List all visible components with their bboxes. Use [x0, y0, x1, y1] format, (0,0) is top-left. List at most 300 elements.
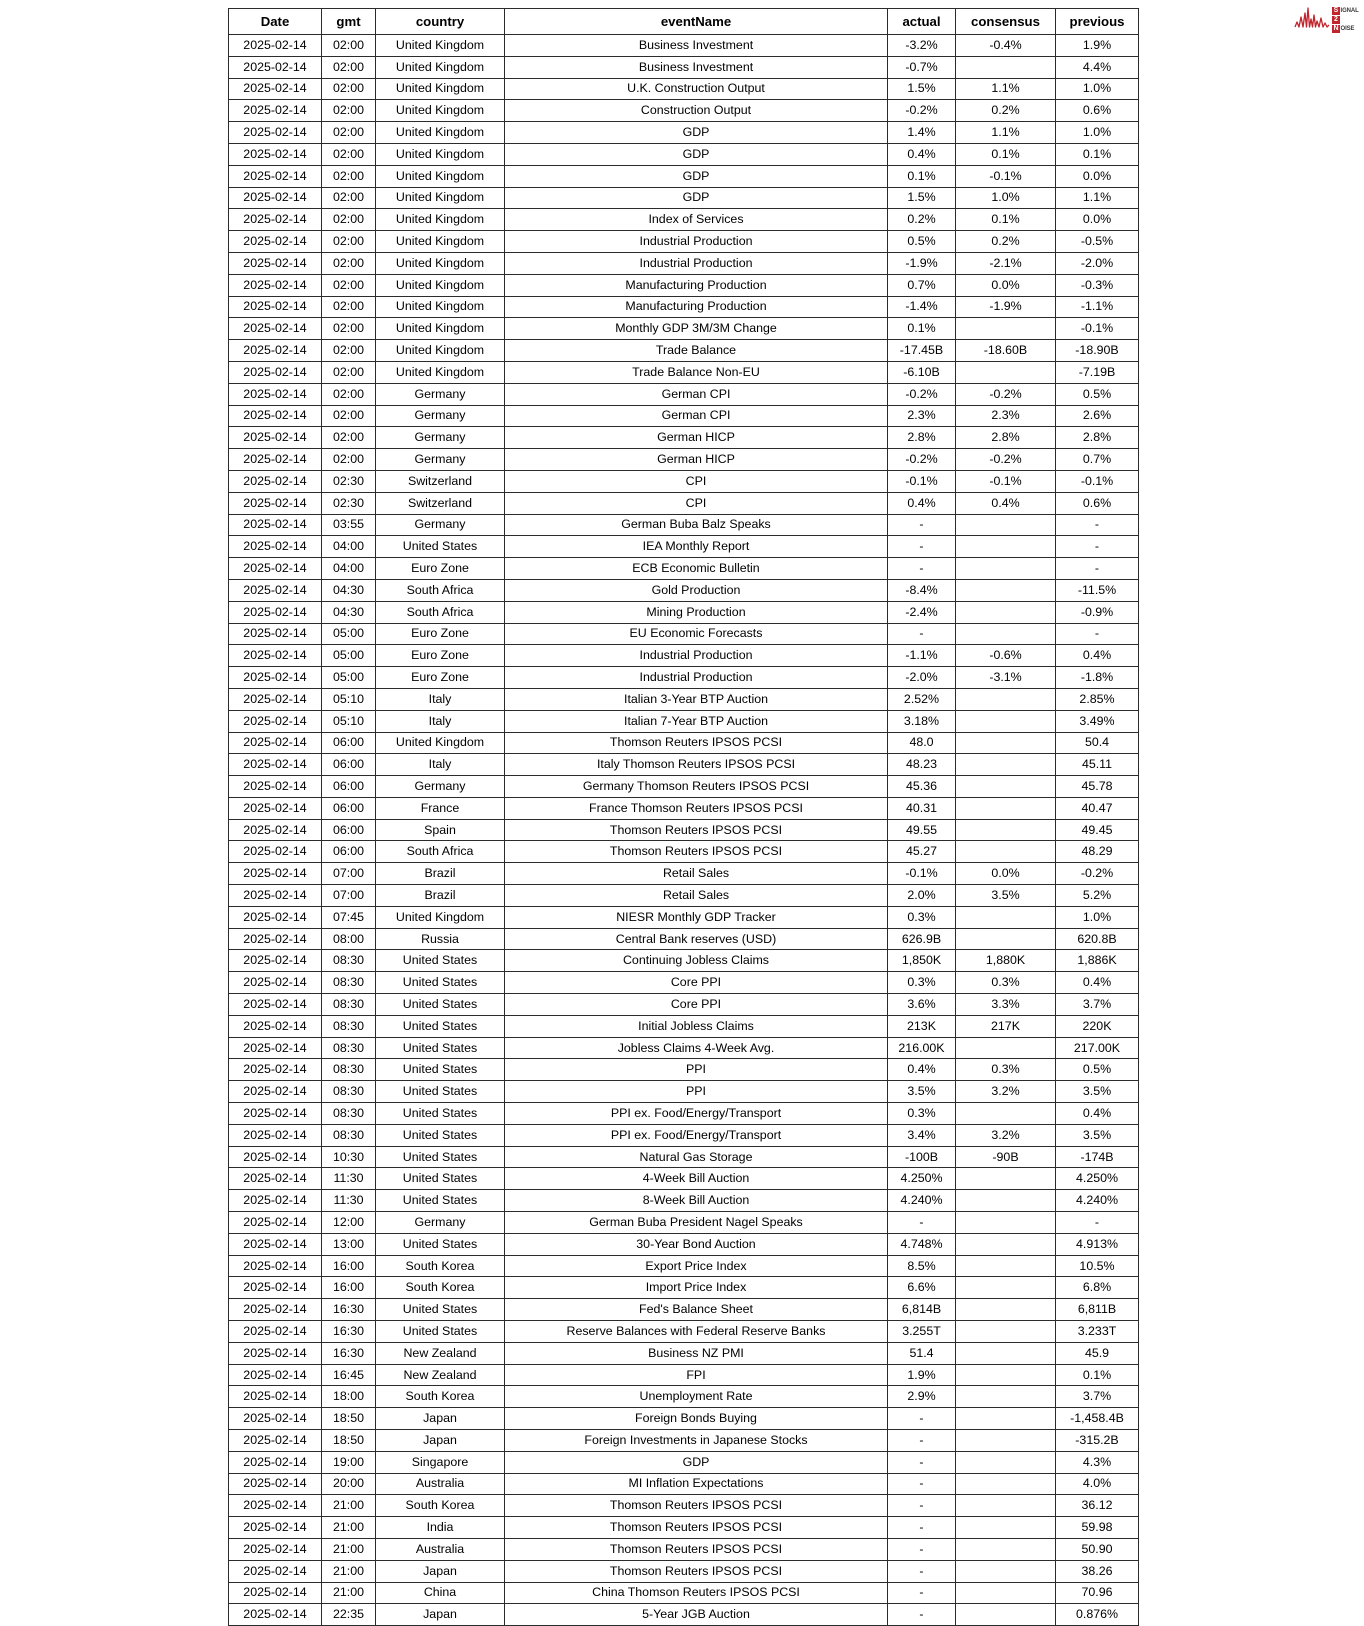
- cell-actual: 3.255T: [888, 1321, 956, 1343]
- cell-date: 2025-02-14: [229, 994, 322, 1016]
- cell-event-name: 4-Week Bill Auction: [505, 1168, 888, 1190]
- cell-actual: 51.4: [888, 1342, 956, 1364]
- table-row[interactable]: [229, 994, 1139, 1016]
- cell-gmt: 02:00: [322, 231, 376, 253]
- table-row[interactable]: [229, 296, 1139, 318]
- cell-event-name: Manufacturing Production: [505, 296, 888, 318]
- table-row[interactable]: [229, 1538, 1139, 1560]
- cell-country: Euro Zone: [376, 645, 505, 667]
- cell-actual: 0.3%: [888, 972, 956, 994]
- table-row[interactable]: [229, 361, 1139, 383]
- cell-country: Euro Zone: [376, 558, 505, 580]
- cell-actual: 1.4%: [888, 122, 956, 144]
- table-row[interactable]: [229, 841, 1139, 863]
- cell-consensus: [956, 361, 1056, 383]
- cell-actual: 0.2%: [888, 209, 956, 231]
- cell-country: Brazil: [376, 863, 505, 885]
- cell-event-name: German HICP: [505, 427, 888, 449]
- table-row[interactable]: [229, 1081, 1139, 1103]
- cell-gmt: 18:50: [322, 1430, 376, 1452]
- cell-previous: 1.1%: [1056, 187, 1139, 209]
- cell-consensus: [956, 623, 1056, 645]
- table-row[interactable]: [229, 231, 1139, 253]
- waveform-icon: [1294, 5, 1330, 35]
- cell-event-name: ECB Economic Bulletin: [505, 558, 888, 580]
- cell-country: India: [376, 1517, 505, 1539]
- table-row[interactable]: [229, 754, 1139, 776]
- table-row[interactable]: [229, 252, 1139, 274]
- cell-consensus: [956, 1538, 1056, 1560]
- cell-event-name: German CPI: [505, 405, 888, 427]
- economic-calendar-table: [228, 8, 1139, 1626]
- cell-previous: 45.78: [1056, 776, 1139, 798]
- cell-actual: 0.4%: [888, 143, 956, 165]
- cell-event-name: Initial Jobless Claims: [505, 1015, 888, 1037]
- cell-previous: -: [1056, 623, 1139, 645]
- cell-gmt: 02:30: [322, 470, 376, 492]
- cell-previous: -0.3%: [1056, 274, 1139, 296]
- cell-previous: -: [1056, 514, 1139, 536]
- cell-country: Japan: [376, 1408, 505, 1430]
- table-row[interactable]: [229, 601, 1139, 623]
- cell-previous: -: [1056, 1212, 1139, 1234]
- table-row[interactable]: [229, 710, 1139, 732]
- cell-previous: 1.9%: [1056, 35, 1139, 57]
- cell-date: 2025-02-14: [229, 165, 322, 187]
- cell-actual: -0.2%: [888, 449, 956, 471]
- cell-gmt: 02:00: [322, 361, 376, 383]
- cell-gmt: 08:30: [322, 1059, 376, 1081]
- table-row[interactable]: [229, 56, 1139, 78]
- column-header-country[interactable]: country: [376, 9, 505, 35]
- cell-actual: 1.5%: [888, 78, 956, 100]
- cell-date: 2025-02-14: [229, 667, 322, 689]
- cell-event-name: Business NZ PMI: [505, 1342, 888, 1364]
- cell-actual: -8.4%: [888, 579, 956, 601]
- cell-gmt: 21:00: [322, 1538, 376, 1560]
- cell-gmt: 07:00: [322, 863, 376, 885]
- table-row[interactable]: [229, 1517, 1139, 1539]
- cell-date: 2025-02-14: [229, 688, 322, 710]
- cell-country: China: [376, 1582, 505, 1604]
- table-row[interactable]: [229, 1059, 1139, 1081]
- table-row[interactable]: [229, 35, 1139, 57]
- cell-gmt: 16:30: [322, 1321, 376, 1343]
- cell-consensus: [956, 732, 1056, 754]
- cell-consensus: -18.60B: [956, 340, 1056, 362]
- cell-gmt: 06:00: [322, 797, 376, 819]
- table-row[interactable]: [229, 1451, 1139, 1473]
- cell-gmt: 06:00: [322, 819, 376, 841]
- table-row[interactable]: [229, 209, 1139, 231]
- cell-previous: -315.2B: [1056, 1430, 1139, 1452]
- table-row[interactable]: [229, 928, 1139, 950]
- cell-country: Germany: [376, 383, 505, 405]
- table-row[interactable]: [229, 1560, 1139, 1582]
- cell-actual: -2.4%: [888, 601, 956, 623]
- table-row[interactable]: [229, 340, 1139, 362]
- cell-gmt: 11:30: [322, 1168, 376, 1190]
- table-row[interactable]: [229, 405, 1139, 427]
- cell-country: Japan: [376, 1430, 505, 1452]
- cell-previous: 59.98: [1056, 1517, 1139, 1539]
- table-row[interactable]: [229, 623, 1139, 645]
- cell-date: 2025-02-14: [229, 710, 322, 732]
- column-header-date[interactable]: Date: [229, 9, 322, 35]
- cell-event-name: Natural Gas Storage: [505, 1146, 888, 1168]
- cell-date: 2025-02-14: [229, 1233, 322, 1255]
- table-row[interactable]: [229, 1103, 1139, 1125]
- cell-previous: 4.913%: [1056, 1233, 1139, 1255]
- cell-actual: -: [888, 1560, 956, 1582]
- cell-event-name: Italy Thomson Reuters IPSOS PCSI: [505, 754, 888, 776]
- table-row[interactable]: [229, 1604, 1139, 1626]
- cell-gmt: 22:35: [322, 1604, 376, 1626]
- table-row[interactable]: [229, 1299, 1139, 1321]
- column-header-event-name[interactable]: eventName: [505, 9, 888, 35]
- column-header-consensus[interactable]: consensus: [956, 9, 1056, 35]
- cell-date: 2025-02-14: [229, 1103, 322, 1125]
- table-row[interactable]: [229, 1342, 1139, 1364]
- cell-previous: 6.8%: [1056, 1277, 1139, 1299]
- table-row[interactable]: [229, 143, 1139, 165]
- cell-actual: 1.5%: [888, 187, 956, 209]
- cell-consensus: [956, 1255, 1056, 1277]
- cell-consensus: [956, 710, 1056, 732]
- table-row[interactable]: [229, 1582, 1139, 1604]
- cell-event-name: German Buba President Nagel Speaks: [505, 1212, 888, 1234]
- table-row[interactable]: [229, 492, 1139, 514]
- cell-gmt: 02:00: [322, 318, 376, 340]
- logo-box-2: 2: [1332, 16, 1340, 24]
- cell-consensus: [956, 1277, 1056, 1299]
- cell-country: United States: [376, 1168, 505, 1190]
- cell-previous: 48.29: [1056, 841, 1139, 863]
- cell-consensus: [956, 1604, 1056, 1626]
- cell-event-name: Core PPI: [505, 972, 888, 994]
- cell-previous: 4.250%: [1056, 1168, 1139, 1190]
- table-row[interactable]: [229, 885, 1139, 907]
- cell-date: 2025-02-14: [229, 514, 322, 536]
- cell-gmt: 10:30: [322, 1146, 376, 1168]
- cell-actual: 213K: [888, 1015, 956, 1037]
- cell-date: 2025-02-14: [229, 841, 322, 863]
- table-row[interactable]: [229, 732, 1139, 754]
- cell-event-name: Thomson Reuters IPSOS PCSI: [505, 732, 888, 754]
- cell-country: New Zealand: [376, 1342, 505, 1364]
- table-row[interactable]: [229, 1430, 1139, 1452]
- table-row[interactable]: [229, 1190, 1139, 1212]
- cell-consensus: 1.1%: [956, 122, 1056, 144]
- cell-actual: -1.9%: [888, 252, 956, 274]
- cell-gmt: 07:00: [322, 885, 376, 907]
- cell-previous: -0.5%: [1056, 231, 1139, 253]
- table-row[interactable]: [229, 536, 1139, 558]
- table-row[interactable]: [229, 1408, 1139, 1430]
- cell-previous: -1.1%: [1056, 296, 1139, 318]
- table-row[interactable]: [229, 122, 1139, 144]
- table-row[interactable]: [229, 1037, 1139, 1059]
- cell-actual: 626.9B: [888, 928, 956, 950]
- cell-consensus: [956, 1408, 1056, 1430]
- cell-previous: 45.9: [1056, 1342, 1139, 1364]
- cell-event-name: Jobless Claims 4-Week Avg.: [505, 1037, 888, 1059]
- cell-country: United States: [376, 1233, 505, 1255]
- cell-gmt: 08:30: [322, 1081, 376, 1103]
- cell-consensus: [956, 1321, 1056, 1343]
- cell-actual: -0.7%: [888, 56, 956, 78]
- cell-previous: -: [1056, 536, 1139, 558]
- cell-actual: -2.0%: [888, 667, 956, 689]
- table-row[interactable]: [229, 1473, 1139, 1495]
- cell-previous: 5.2%: [1056, 885, 1139, 907]
- cell-previous: 620.8B: [1056, 928, 1139, 950]
- cell-country: Italy: [376, 754, 505, 776]
- cell-consensus: [956, 906, 1056, 928]
- cell-date: 2025-02-14: [229, 100, 322, 122]
- cell-event-name: Industrial Production: [505, 645, 888, 667]
- cell-date: 2025-02-14: [229, 645, 322, 667]
- table-row[interactable]: [229, 1212, 1139, 1234]
- cell-date: 2025-02-14: [229, 1342, 322, 1364]
- table-row[interactable]: [229, 1277, 1139, 1299]
- cell-gmt: 02:00: [322, 143, 376, 165]
- cell-event-name: CPI: [505, 492, 888, 514]
- cell-consensus: [956, 797, 1056, 819]
- cell-event-name: 5-Year JGB Auction: [505, 1604, 888, 1626]
- table-row[interactable]: [229, 1364, 1139, 1386]
- cell-date: 2025-02-14: [229, 35, 322, 57]
- table-row[interactable]: [229, 449, 1139, 471]
- cell-consensus: -0.2%: [956, 449, 1056, 471]
- cell-country: Australia: [376, 1538, 505, 1560]
- cell-event-name: Construction Output: [505, 100, 888, 122]
- cell-event-name: Business Investment: [505, 56, 888, 78]
- cell-actual: 45.27: [888, 841, 956, 863]
- cell-date: 2025-02-14: [229, 1582, 322, 1604]
- cell-previous: 1,886K: [1056, 950, 1139, 972]
- cell-consensus: 3.2%: [956, 1081, 1056, 1103]
- table-row[interactable]: [229, 1015, 1139, 1037]
- cell-country: Brazil: [376, 885, 505, 907]
- cell-consensus: [956, 776, 1056, 798]
- cell-gmt: 02:00: [322, 296, 376, 318]
- cell-country: Germany: [376, 776, 505, 798]
- cell-consensus: -0.1%: [956, 470, 1056, 492]
- cell-event-name: Mining Production: [505, 601, 888, 623]
- cell-gmt: 02:00: [322, 427, 376, 449]
- cell-actual: 48.0: [888, 732, 956, 754]
- cell-gmt: 08:00: [322, 928, 376, 950]
- cell-previous: 70.96: [1056, 1582, 1139, 1604]
- table-row[interactable]: [229, 100, 1139, 122]
- cell-actual: 40.31: [888, 797, 956, 819]
- cell-date: 2025-02-14: [229, 340, 322, 362]
- cell-event-name: Index of Services: [505, 209, 888, 231]
- table-row[interactable]: [229, 667, 1139, 689]
- table-row[interactable]: [229, 776, 1139, 798]
- cell-actual: 0.4%: [888, 1059, 956, 1081]
- cell-gmt: 16:45: [322, 1364, 376, 1386]
- cell-event-name: Thomson Reuters IPSOS PCSI: [505, 1538, 888, 1560]
- cell-country: United Kingdom: [376, 100, 505, 122]
- cell-gmt: 04:30: [322, 579, 376, 601]
- table-header-row: [229, 9, 1139, 35]
- signal-to-noise-logo: [1294, 2, 1362, 38]
- cell-country: United States: [376, 994, 505, 1016]
- cell-gmt: 08:30: [322, 1124, 376, 1146]
- table-row[interactable]: [229, 797, 1139, 819]
- cell-consensus: [956, 1212, 1056, 1234]
- cell-actual: -0.1%: [888, 470, 956, 492]
- cell-date: 2025-02-14: [229, 470, 322, 492]
- cell-date: 2025-02-14: [229, 1081, 322, 1103]
- table-row[interactable]: [229, 819, 1139, 841]
- cell-event-name: Business Investment: [505, 35, 888, 57]
- cell-previous: -0.9%: [1056, 601, 1139, 623]
- cell-gmt: 08:30: [322, 1015, 376, 1037]
- cell-country: Euro Zone: [376, 667, 505, 689]
- table-row[interactable]: [229, 470, 1139, 492]
- cell-date: 2025-02-14: [229, 1430, 322, 1452]
- cell-event-name: Industrial Production: [505, 667, 888, 689]
- table-row[interactable]: [229, 1255, 1139, 1277]
- cell-gmt: 04:00: [322, 558, 376, 580]
- cell-country: France: [376, 797, 505, 819]
- cell-date: 2025-02-14: [229, 296, 322, 318]
- cell-previous: 0.5%: [1056, 1059, 1139, 1081]
- cell-country: United States: [376, 1299, 505, 1321]
- cell-event-name: CPI: [505, 470, 888, 492]
- logo-line-signal: [1332, 7, 1359, 15]
- cell-actual: -1.1%: [888, 645, 956, 667]
- table-row[interactable]: [229, 1233, 1139, 1255]
- cell-date: 2025-02-14: [229, 819, 322, 841]
- cell-gmt: 21:00: [322, 1582, 376, 1604]
- table-row[interactable]: [229, 972, 1139, 994]
- table-row[interactable]: [229, 579, 1139, 601]
- cell-country: United Kingdom: [376, 252, 505, 274]
- table-row[interactable]: [229, 1386, 1139, 1408]
- cell-country: United States: [376, 1124, 505, 1146]
- cell-date: 2025-02-14: [229, 56, 322, 78]
- cell-event-name: Italian 7-Year BTP Auction: [505, 710, 888, 732]
- cell-consensus: 3.2%: [956, 1124, 1056, 1146]
- table-row[interactable]: [229, 318, 1139, 340]
- cell-previous: 0.1%: [1056, 143, 1139, 165]
- cell-country: United Kingdom: [376, 187, 505, 209]
- table-row[interactable]: [229, 514, 1139, 536]
- cell-actual: 8.5%: [888, 1255, 956, 1277]
- cell-previous: 1.0%: [1056, 122, 1139, 144]
- cell-event-name: Thomson Reuters IPSOS PCSI: [505, 1517, 888, 1539]
- table-row[interactable]: [229, 274, 1139, 296]
- cell-previous: 50.4: [1056, 732, 1139, 754]
- cell-actual: -: [888, 1408, 956, 1430]
- cell-previous: 38.26: [1056, 1560, 1139, 1582]
- table-row[interactable]: [229, 950, 1139, 972]
- table-row[interactable]: [229, 427, 1139, 449]
- table-row[interactable]: [229, 1321, 1139, 1343]
- column-header-gmt[interactable]: gmt: [322, 9, 376, 35]
- cell-country: United Kingdom: [376, 732, 505, 754]
- table-row[interactable]: [229, 688, 1139, 710]
- table-row[interactable]: [229, 1495, 1139, 1517]
- cell-date: 2025-02-14: [229, 143, 322, 165]
- table-row[interactable]: [229, 1124, 1139, 1146]
- cell-date: 2025-02-14: [229, 209, 322, 231]
- cell-consensus: 0.0%: [956, 274, 1056, 296]
- table-row[interactable]: [229, 187, 1139, 209]
- cell-actual: 6.6%: [888, 1277, 956, 1299]
- cell-gmt: 02:00: [322, 405, 376, 427]
- table-row[interactable]: [229, 1146, 1139, 1168]
- cell-consensus: [956, 1560, 1056, 1582]
- cell-consensus: [956, 1233, 1056, 1255]
- cell-previous: 0.5%: [1056, 383, 1139, 405]
- cell-event-name: Continuing Jobless Claims: [505, 950, 888, 972]
- cell-consensus: [956, 928, 1056, 950]
- cell-country: Spain: [376, 819, 505, 841]
- cell-consensus: 1,880K: [956, 950, 1056, 972]
- cell-gmt: 16:00: [322, 1255, 376, 1277]
- table-row[interactable]: [229, 383, 1139, 405]
- cell-gmt: 02:30: [322, 492, 376, 514]
- cell-previous: 3.7%: [1056, 1386, 1139, 1408]
- cell-actual: 1,850K: [888, 950, 956, 972]
- table-row[interactable]: [229, 863, 1139, 885]
- cell-gmt: 16:30: [322, 1342, 376, 1364]
- cell-gmt: 02:00: [322, 100, 376, 122]
- cell-date: 2025-02-14: [229, 558, 322, 580]
- cell-actual: 2.8%: [888, 427, 956, 449]
- table-row[interactable]: [229, 165, 1139, 187]
- cell-gmt: 02:00: [322, 122, 376, 144]
- cell-country: Italy: [376, 710, 505, 732]
- cell-actual: 0.4%: [888, 492, 956, 514]
- cell-actual: 0.7%: [888, 274, 956, 296]
- cell-consensus: -2.1%: [956, 252, 1056, 274]
- cell-consensus: [956, 579, 1056, 601]
- table-row[interactable]: [229, 78, 1139, 100]
- cell-actual: -: [888, 1604, 956, 1626]
- cell-country: New Zealand: [376, 1364, 505, 1386]
- cell-date: 2025-02-14: [229, 885, 322, 907]
- cell-gmt: 04:30: [322, 601, 376, 623]
- cell-gmt: 03:55: [322, 514, 376, 536]
- cell-country: Germany: [376, 405, 505, 427]
- cell-country: Germany: [376, 1212, 505, 1234]
- column-header-actual[interactable]: actual: [888, 9, 956, 35]
- table-row[interactable]: [229, 558, 1139, 580]
- table-row[interactable]: [229, 906, 1139, 928]
- cell-previous: -7.19B: [1056, 361, 1139, 383]
- cell-country: United States: [376, 1081, 505, 1103]
- cell-event-name: Core PPI: [505, 994, 888, 1016]
- cell-country: United Kingdom: [376, 35, 505, 57]
- cell-date: 2025-02-14: [229, 797, 322, 819]
- cell-date: 2025-02-14: [229, 906, 322, 928]
- column-header-previous[interactable]: previous: [1056, 9, 1139, 35]
- table-row[interactable]: [229, 645, 1139, 667]
- cell-event-name: Thomson Reuters IPSOS PCSI: [505, 1495, 888, 1517]
- cell-actual: 2.52%: [888, 688, 956, 710]
- cell-consensus: 3.3%: [956, 994, 1056, 1016]
- cell-country: United Kingdom: [376, 296, 505, 318]
- cell-event-name: Central Bank reserves (USD): [505, 928, 888, 950]
- cell-date: 2025-02-14: [229, 1517, 322, 1539]
- table-row[interactable]: [229, 1168, 1139, 1190]
